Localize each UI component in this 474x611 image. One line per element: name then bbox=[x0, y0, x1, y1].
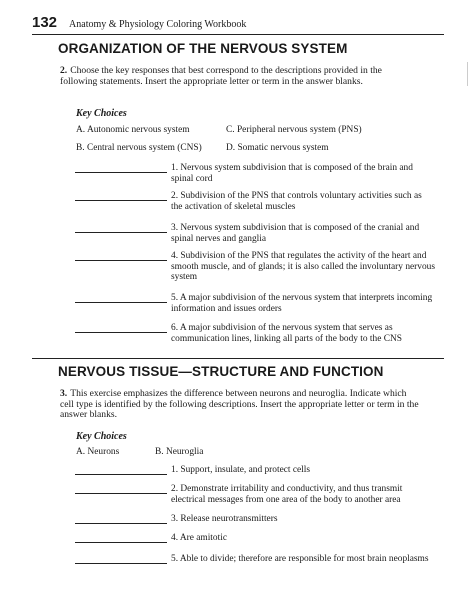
book-title: Anatomy & Physiology Coloring Workbook bbox=[69, 19, 247, 30]
question-item-5: 5. A major subdivision of the nervous system that interprets incoming information and issues orders bbox=[171, 293, 433, 314]
exercise-number: 2. bbox=[60, 65, 68, 76]
answer-blank-3[interactable] bbox=[75, 522, 167, 524]
section-rule bbox=[32, 358, 444, 359]
margin-mark bbox=[467, 62, 468, 86]
section-title-nervous-tissue: NERVOUS TISSUE—STRUCTURE AND FUNCTION bbox=[58, 364, 384, 379]
answer-blank-1[interactable] bbox=[75, 171, 167, 173]
question-item-3: 3. Release neurotransmitters bbox=[171, 514, 278, 524]
key-choice-b: B. Central nervous system (CNS) bbox=[76, 143, 202, 153]
question-item-2: 2. Demonstrate irritability and conductivity, and thus transmit electrical messages from one area of the body to another area bbox=[171, 484, 403, 505]
exercise-3-instructions bbox=[60, 389, 420, 421]
header-rule bbox=[32, 34, 444, 35]
question-item-2: 2. Subdivision of the PNS that controls voluntary activities such as the activation of skeletal muscles bbox=[171, 191, 422, 212]
key-choices-heading: Key Choices bbox=[76, 108, 127, 119]
answer-blank-3[interactable] bbox=[75, 231, 167, 233]
question-item-3: 3. Nervous system subdivision that is composed of the cranial and spinal nerves and ganglia bbox=[171, 223, 420, 244]
exercise-2-instructions bbox=[60, 66, 420, 87]
key-choice-a: A. Neurons bbox=[76, 447, 120, 457]
question-item-1: 1. Support, insulate, and protect cells bbox=[171, 465, 311, 475]
key-choices-heading: Key Choices bbox=[76, 431, 127, 442]
answer-blank-4[interactable] bbox=[75, 259, 167, 261]
instructions-text: Choose the key responses that best correspond to the descriptions provided in the following statements. Insert the appropriate letter or term in the answer blanks. bbox=[60, 65, 382, 87]
exercise-number: 3. bbox=[60, 388, 68, 399]
answer-blank-5[interactable] bbox=[75, 301, 167, 303]
key-choice-c: C. Peripheral nervous system (PNS) bbox=[226, 125, 362, 135]
section-title-organization: ORGANIZATION OF THE NERVOUS SYSTEM bbox=[58, 41, 348, 56]
key-choice-d: D. Somatic nervous system bbox=[226, 143, 329, 153]
instructions-text: This exercise emphasizes the difference between neurons and neuroglia. Indicate which cell type is identified by the following descriptions. Insert the appropriate letter or term in the answer blanks. bbox=[60, 388, 419, 420]
answer-blank-6[interactable] bbox=[75, 331, 167, 333]
key-choice-b: B. Neuroglia bbox=[155, 447, 204, 457]
question-item-4: 4. Subdivision of the PNS that regulates the activity of the heart and smooth muscle, and of glands; it is also called the involuntary nervous system bbox=[171, 251, 436, 282]
question-item-1: 1. Nervous system subdivision that is composed of the brain and spinal cord bbox=[171, 163, 413, 184]
answer-blank-5[interactable] bbox=[75, 562, 167, 564]
question-item-5: 5. Able to divide; therefore are responsible for most brain neoplasms bbox=[171, 554, 429, 564]
question-item-4: 4. Are amitotic bbox=[171, 533, 227, 543]
question-item-6: 6. A major subdivision of the nervous system that serves as communication lines, linking all parts of the body to the CNS bbox=[171, 323, 402, 344]
answer-blank-1[interactable] bbox=[75, 473, 167, 475]
answer-blank-2[interactable] bbox=[75, 199, 167, 201]
page-number: 132 bbox=[32, 14, 58, 31]
key-choice-a: A. Autonomic nervous system bbox=[76, 125, 190, 135]
answer-blank-4[interactable] bbox=[75, 541, 167, 543]
answer-blank-2[interactable] bbox=[75, 492, 167, 494]
page-header bbox=[32, 14, 246, 32]
